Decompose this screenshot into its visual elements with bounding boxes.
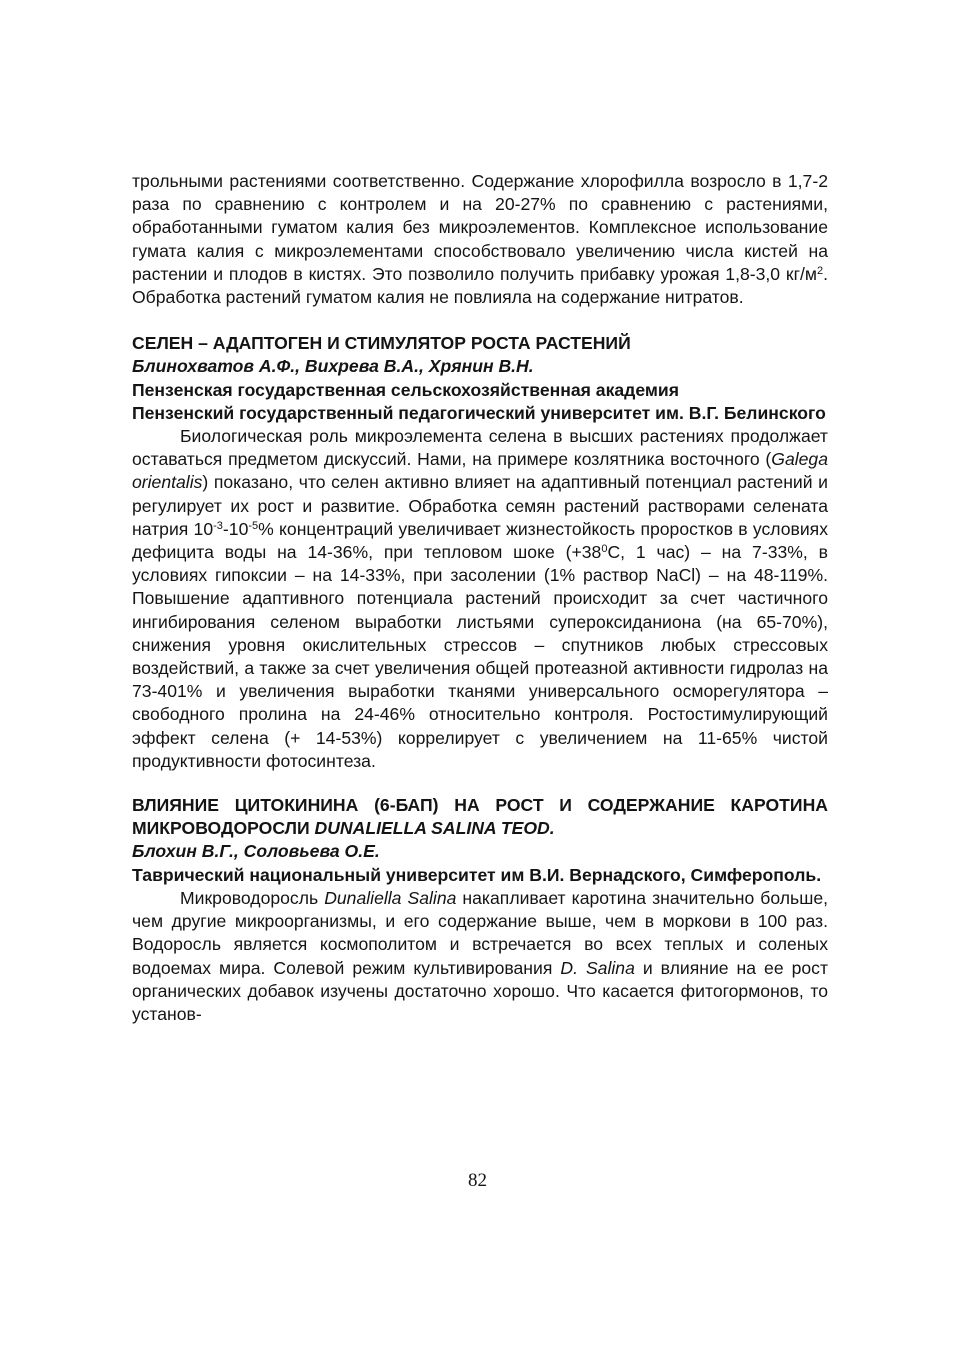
article2-species-name-2: D. Salina — [560, 957, 635, 978]
section-gap — [132, 773, 828, 794]
article1-affiliation-2: Пензенский государственный педагогический университет им. В.Г. Белинского — [132, 402, 826, 423]
article1-species-name: Galega orientalis — [132, 449, 828, 493]
article1-text-4: % концентраций увеличивает жизнестойкость проростков в условиях дефицита воды на 14-36%, при тепловом шоке (+38 — [132, 518, 828, 563]
article2-affiliation: Таврический национальный университет им В.И. Вернадского, Симферополь. — [132, 864, 822, 885]
page-number: 82 — [468, 1170, 487, 1191]
article2-title-a: ВЛИЯНИЕ ЦИТОКИНИНА (6-БАП) НА РОСТ И СОДЕРЖАНИЕ КАРОТИНА МИКРОВОДОРОСЛИ — [132, 795, 828, 839]
intro-text-b: . Обработка растений гуматом калия не повлияла на содержание нитратов. — [132, 263, 828, 308]
article2-body — [132, 887, 828, 1026]
article1-sup-2: -5 — [248, 519, 259, 532]
article2-text-1: Микроводоросль — [180, 887, 325, 908]
section-gap — [132, 309, 828, 332]
article2-authors: Блохин В.Г., Соловьева О.Е. — [132, 841, 380, 862]
intro-paragraph — [132, 170, 828, 309]
article1-authors: Блинохватов А.Ф., Вихрева В.А., Хрянин В.Н. — [132, 356, 534, 377]
article2-title-species: DUNALIELLA SALINA TEOD. — [314, 818, 555, 839]
article1-text-3: -10 — [222, 518, 249, 539]
article1-title: СЕЛЕН – АДАПТОГЕН И СТИМУЛЯТОР РОСТА РАСТЕНИЙ — [132, 333, 631, 354]
article1-sup-1: -3 — [213, 519, 223, 532]
article2-text-2: накапливает каротина значительно больше, чем другие микроорганизмы, и его содержание выше, чем в моркови в 100 раз. Водоросль является космополитом и встречается во всех теплых и соленых водоемах мира. Солевой режим культивирования — [132, 887, 828, 978]
article1-text-5: С, 1 час) – на 7-33%, в условиях гипоксии – на 14-33%, при засолении (1% раствор NaCl) – на 48-119%. Повышение адаптивного потенциала растений происходит за счет частичного ингибирования селеном выработки листьями супероксиданиона (на 65-70%), снижения уровня окислительных стрессов – спутников любых стрессовых воздействий, а также за счет увеличения общей протеазной активности гидролаз на 73-401% и увеличения выработки тканями универсального осморегулятора – свободного пролина на 24-46% относительно контроля. Ростостимулирующий эффект селена (+ 14-53%) коррелирует с увеличением на 11-65% чистой продуктивности фотосинтеза. — [132, 542, 829, 771]
text-column — [132, 170, 828, 1026]
article1-text-1: Биологическая роль микроэлемента селена в высших растениях продолжает оставаться предметом дискуссий. Нами, на примере козлятника восточного ( — [132, 426, 828, 470]
intro-superscript: 2 — [816, 264, 824, 277]
intro-text-a: трольными растениями соответственно. Содержание хлорофилла возросло в 1,7-2 раза по сравнению с контролем и на 20-27% по сравнению с растениями, обработанными гуматом калия без микроэлементов. Комплексное использование гумата калия с микроэлементами способствовало увеличению числа кистей на растении и плодов в кистях. Это позволило получить прибавку урожая 1,8-3,0 кг/м — [132, 171, 828, 284]
article1-text-2: ) показано, что селен активно влияет на адаптивный потенциал растений и регулирует их рост и развитие. Обработка семян растений растворами селената натрия 10 — [132, 472, 828, 539]
article1-sup-3: 0 — [601, 543, 608, 556]
article1-body — [132, 425, 828, 773]
article2-text-3: и влияние на ее рост органических добавок изучены достаточно хорошо. Что касается фитогормонов, то установ- — [132, 957, 829, 1024]
article1-affiliation-1: Пензенская государственная сельскохозяйственная академия — [132, 379, 679, 400]
article2-title — [132, 794, 828, 840]
article2-species-name-1: Dunaliella Salina — [324, 887, 457, 908]
